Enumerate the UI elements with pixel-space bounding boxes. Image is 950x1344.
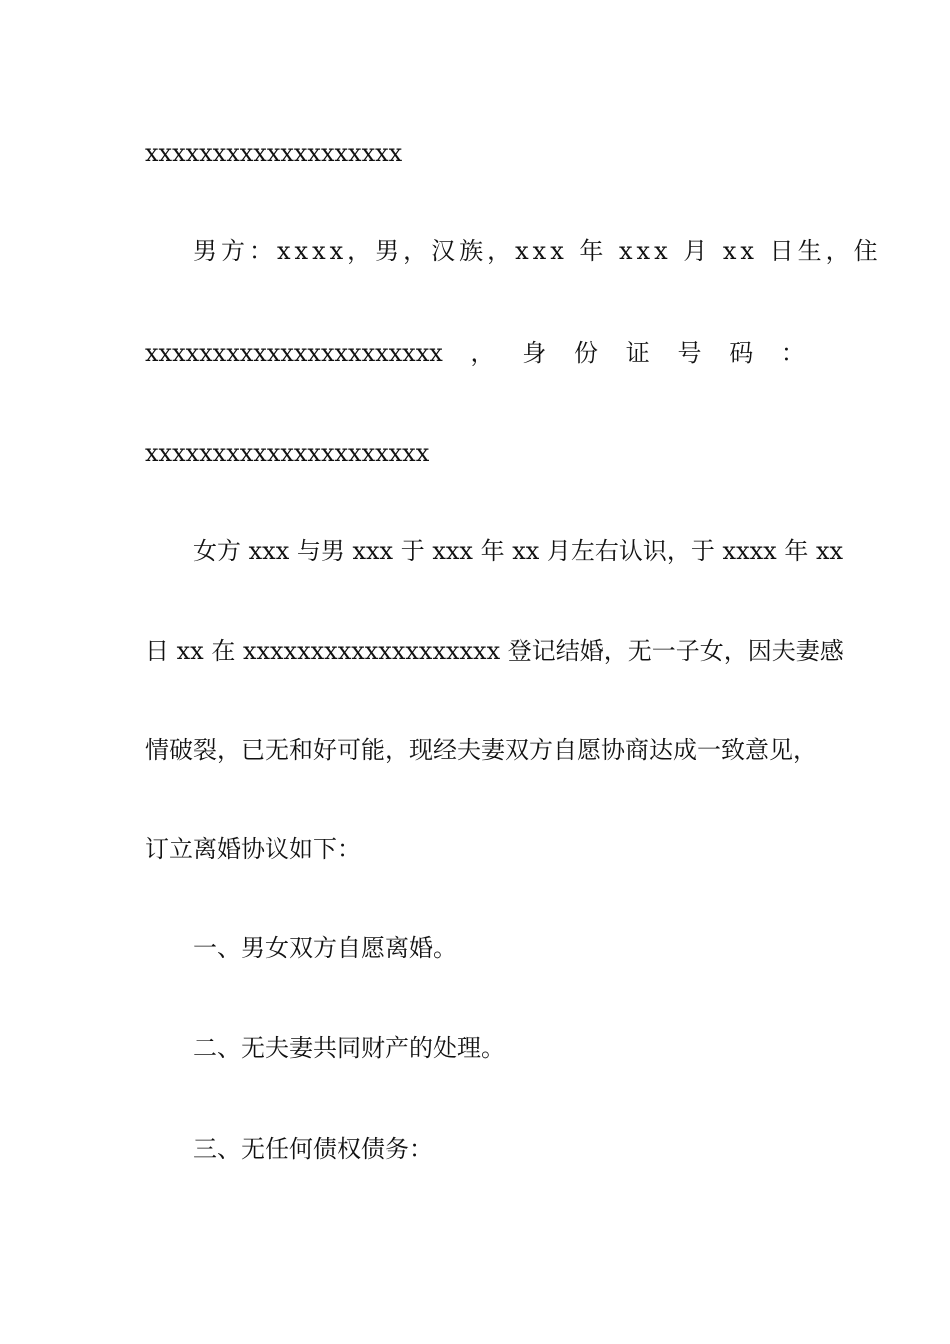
id-label-char-1: 身 <box>522 339 547 367</box>
id-label-char-2: 份 <box>573 339 598 367</box>
agreement-intro-line-1: 女方 xxx 与男 xxx 于 xxx 年 xx 月左右认识，于 xxxx 年 xx <box>193 537 844 565</box>
clause-2: 二、无夫妻共同财产的处理。 <box>193 1034 505 1062</box>
id-label-char-4: 号 <box>677 339 702 367</box>
agreement-intro-line-2: 日 xx 在 xxxxxxxxxxxxxxxxxxx 登记结婚，无一子女，因夫妻感 <box>145 637 844 665</box>
male-id-number-line: xxxxxxxxxxxxxxxxxxxxx <box>145 439 430 467</box>
comma-text: ， <box>470 339 495 367</box>
clause-1: 一、男女双方自愿离婚。 <box>193 934 457 962</box>
male-party-line: 男方：xxxx，男，汉族，xxx 年 xxx 月 xx 日生，住 <box>193 237 882 265</box>
clause-3: 三、无任何债权债务： <box>193 1135 433 1163</box>
id-label-colon: ： <box>780 339 805 367</box>
male-address-text: xxxxxxxxxxxxxxxxxxxxxx <box>145 339 443 367</box>
male-address-id-line <box>145 338 805 368</box>
id-label-char-3: 证 <box>625 339 650 367</box>
document-line-1: xxxxxxxxxxxxxxxxxxx <box>145 139 403 167</box>
id-label-char-5: 码 <box>729 339 754 367</box>
agreement-intro-line-3: 情破裂，已无和好可能，现经夫妻双方自愿协商达成一致意见， <box>145 736 817 764</box>
agreement-intro-line-4: 订立离婚协议如下： <box>145 835 361 863</box>
